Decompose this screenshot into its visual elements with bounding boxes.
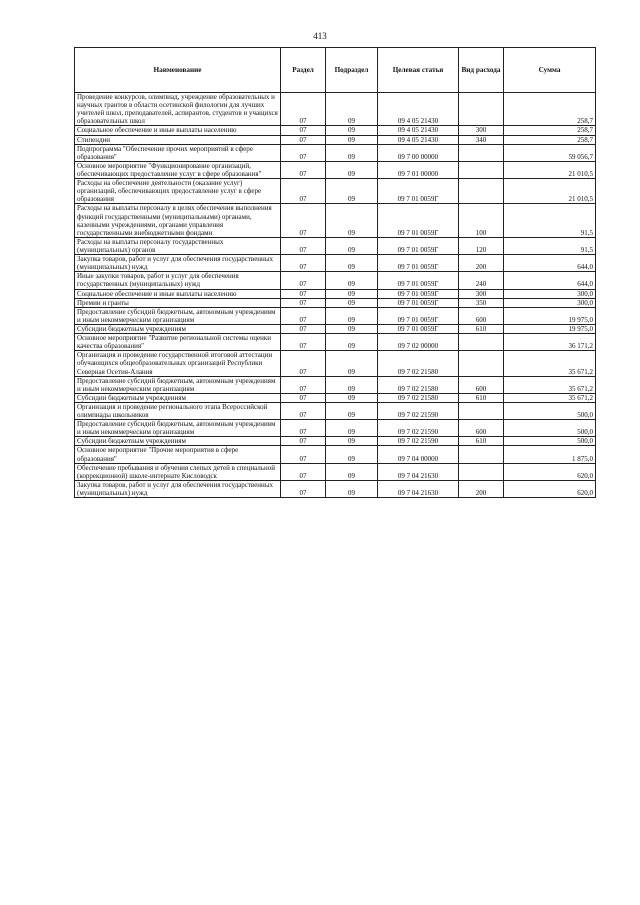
table-row [75,463,596,480]
row-subsection-cell: 09 [326,237,378,254]
row-name-cell: Расходы на выплаты персоналу государственных (муниципальных) органов [75,237,281,254]
row-target-cell: 09 7 02 00000 [378,334,459,351]
row-section-cell: 07 [281,393,326,402]
table-row [75,402,596,419]
table-row [75,204,596,237]
row-sum-cell: 1 875,0 [504,446,596,463]
row-section-cell: 07 [281,272,326,289]
row-subsection-cell: 09 [326,393,378,402]
row-name-cell: Закупка товаров, работ и услуг для обеспечения государственных (муниципальных) нужд [75,480,281,497]
row-sum-cell: 620,0 [504,463,596,480]
row-target-cell: 09 7 02 21580 [378,376,459,393]
row-target-cell: 09 7 04 21630 [378,480,459,497]
row-name-cell: Социальное обеспечение и иные выплаты населению [75,126,281,135]
row-expense-cell: 300 [459,289,504,298]
row-expense-cell [459,351,504,376]
row-target-cell: 09 7 02 21590 [378,437,459,446]
row-subsection-cell: 09 [326,93,378,126]
row-section-cell: 07 [281,480,326,497]
row-subsection-cell: 09 [326,307,378,324]
row-section-cell: 07 [281,237,326,254]
row-sum-cell: 258,7 [504,135,596,144]
row-expense-cell [459,93,504,126]
row-section-cell: 07 [281,135,326,144]
budget-table [74,47,596,498]
row-sum-cell: 21 010,5 [504,179,596,204]
row-section-cell: 07 [281,463,326,480]
row-subsection-cell: 09 [326,179,378,204]
row-expense-cell [459,144,504,161]
table-row [75,298,596,307]
row-name-cell: Расходы на обеспечение деятельности (оказание услуг) организаций, обеспечивающих предоставление услуг в сфере образования [75,179,281,204]
row-sum-cell: 300,0 [504,289,596,298]
row-subsection-cell: 09 [326,204,378,237]
row-subsection-cell: 09 [326,376,378,393]
row-sum-cell: 36 171,2 [504,334,596,351]
row-subsection-cell: 09 [326,463,378,480]
row-section-cell: 07 [281,402,326,419]
row-target-cell: 09 7 01 0059Г [378,272,459,289]
row-name-cell: Закупка товаров, работ и услуг для обеспечения государственных (муниципальных) нужд [75,255,281,272]
row-subsection-cell: 09 [326,135,378,144]
row-sum-cell: 258,7 [504,126,596,135]
row-subsection-cell: 09 [326,446,378,463]
row-name-cell: Основное мероприятие "Развитие региональной системы оценки качества образования" [75,334,281,351]
table-row [75,437,596,446]
row-name-cell: Организация и проведение государственной итоговой аттестации обучающихся общеобразовательных организаций Республики Северная Осетия-Алания [75,351,281,376]
row-expense-cell: 610 [459,437,504,446]
row-section-cell: 07 [281,307,326,324]
row-section-cell: 07 [281,298,326,307]
row-target-cell: 09 4 05 21430 [378,135,459,144]
row-subsection-cell: 09 [326,144,378,161]
table-row [75,446,596,463]
row-expense-cell: 200 [459,480,504,497]
row-section-cell: 07 [281,351,326,376]
row-subsection-cell: 09 [326,334,378,351]
row-section-cell: 07 [281,437,326,446]
row-section-cell: 07 [281,446,326,463]
row-name-cell: Субсидии бюджетным учреждениям [75,437,281,446]
row-sum-cell: 21 010,5 [504,161,596,178]
row-target-cell: 09 7 00 00000 [378,144,459,161]
row-target-cell: 09 7 02 21580 [378,393,459,402]
row-expense-cell: 100 [459,204,504,237]
table-row [75,161,596,178]
row-sum-cell: 500,0 [504,437,596,446]
row-section-cell: 07 [281,324,326,333]
row-section-cell: 07 [281,126,326,135]
row-sum-cell: 35 671,2 [504,351,596,376]
row-expense-cell [459,463,504,480]
row-target-cell: 09 7 04 21630 [378,463,459,480]
row-name-cell: Премии и гранты [75,298,281,307]
row-sum-cell: 19 975,0 [504,307,596,324]
table-row [75,144,596,161]
row-name-cell: Стипендии [75,135,281,144]
row-name-cell: Основное мероприятие "Функционирование организаций, обеспечивающих предоставление услуг в сфере образования" [75,161,281,178]
row-name-cell: Предоставление субсидий бюджетным, автономным учреждениям и иным некоммерческим организациям [75,376,281,393]
row-expense-cell: 120 [459,237,504,254]
table-header-row [75,48,596,93]
row-sum-cell: 19 975,0 [504,324,596,333]
row-section-cell: 07 [281,93,326,126]
row-expense-cell: 600 [459,307,504,324]
row-section-cell: 07 [281,179,326,204]
row-target-cell: 09 7 02 21590 [378,402,459,419]
row-name-cell: Проведение конкурсов, олимпиад, учреждение образовательных и научных грантов в области осетинской филологии для лучших учителей школ, преподавателей, аспирантов, студентов и учащихся образовательных школ [75,93,281,126]
row-target-cell: 09 7 01 0059Г [378,204,459,237]
row-target-cell: 09 7 02 21580 [378,351,459,376]
row-target-cell: 09 7 01 0059Г [378,307,459,324]
row-expense-cell [459,402,504,419]
row-name-cell: Основное мероприятие "Прочие мероприятия в сфере образования" [75,446,281,463]
row-subsection-cell: 09 [326,298,378,307]
header-name: Наименование [75,48,281,93]
row-sum-cell: 644,0 [504,272,596,289]
row-sum-cell: 500,0 [504,402,596,419]
table-row [75,272,596,289]
row-name-cell: Организация и проведение регионального этапа Всероссийской олимпиады школьников [75,402,281,419]
row-expense-cell: 200 [459,255,504,272]
row-subsection-cell: 09 [326,255,378,272]
row-sum-cell: 59 056,7 [504,144,596,161]
row-target-cell: 09 7 01 0059Г [378,255,459,272]
table-row [75,179,596,204]
table-row [75,480,596,497]
row-target-cell: 09 7 01 00000 [378,161,459,178]
row-subsection-cell: 09 [326,161,378,178]
table-row [75,237,596,254]
table-row [75,324,596,333]
header-sum: Сумма [504,48,596,93]
row-expense-cell: 340 [459,135,504,144]
row-sum-cell: 91,5 [504,237,596,254]
row-sum-cell: 35 671,2 [504,376,596,393]
table-row [75,135,596,144]
row-name-cell: Обеспечение пребывания и обучения слепых детей в специальной (коррекционной) школе-интернате Кисловодск [75,463,281,480]
row-name-cell: Социальное обеспечение и иные выплаты населению [75,289,281,298]
row-sum-cell: 500,0 [504,420,596,437]
row-subsection-cell: 09 [326,272,378,289]
row-expense-cell [459,179,504,204]
row-name-cell: Субсидии бюджетным учреждениям [75,393,281,402]
header-subsection: Подраздел [326,48,378,93]
row-expense-cell: 610 [459,393,504,402]
row-expense-cell: 600 [459,420,504,437]
row-name-cell: Предоставление субсидий бюджетным, автономным учреждениям и иным некоммерческим организациям [75,307,281,324]
row-subsection-cell: 09 [326,437,378,446]
row-sum-cell: 35 671,2 [504,393,596,402]
row-expense-cell: 350 [459,298,504,307]
row-section-cell: 07 [281,144,326,161]
header-target: Целевая статья [378,48,459,93]
row-section-cell: 07 [281,161,326,178]
row-target-cell: 09 7 01 0059Г [378,298,459,307]
row-section-cell: 07 [281,255,326,272]
row-sum-cell: 300,0 [504,298,596,307]
row-sum-cell: 644,0 [504,255,596,272]
row-name-cell: Подпрограмма "Обеспечение прочих мероприятий в сфере образования" [75,144,281,161]
row-expense-cell: 600 [459,376,504,393]
row-subsection-cell: 09 [326,289,378,298]
row-sum-cell: 91,5 [504,204,596,237]
row-expense-cell: 610 [459,324,504,333]
row-expense-cell [459,161,504,178]
table-row [75,376,596,393]
row-subsection-cell: 09 [326,402,378,419]
row-target-cell: 09 7 01 0059Г [378,324,459,333]
row-target-cell: 09 7 04 00000 [378,446,459,463]
row-section-cell: 07 [281,376,326,393]
row-section-cell: 07 [281,289,326,298]
row-sum-cell: 258,7 [504,93,596,126]
row-expense-cell [459,334,504,351]
table-row [75,93,596,126]
row-sum-cell: 620,0 [504,480,596,497]
row-section-cell: 07 [281,420,326,437]
table-row [75,393,596,402]
table-row [75,255,596,272]
table-row [75,351,596,376]
table-row [75,307,596,324]
row-subsection-cell: 09 [326,480,378,497]
row-target-cell: 09 4 05 21430 [378,93,459,126]
table-row [75,334,596,351]
row-target-cell: 09 7 01 0059Г [378,179,459,204]
row-name-cell: Субсидии бюджетным учреждениям [75,324,281,333]
table-row [75,420,596,437]
table-row [75,289,596,298]
row-expense-cell: 240 [459,272,504,289]
row-expense-cell [459,446,504,463]
header-expense-type: Вид расхода [459,48,504,93]
row-subsection-cell: 09 [326,126,378,135]
row-subsection-cell: 09 [326,351,378,376]
row-target-cell: 09 4 05 21430 [378,126,459,135]
row-section-cell: 07 [281,204,326,237]
table-row [75,126,596,135]
row-target-cell: 09 7 01 0059Г [378,289,459,298]
row-subsection-cell: 09 [326,324,378,333]
row-name-cell: Расходы на выплаты персоналу в целях обеспечения выполнения функций государственными (муниципальными) органами, казенными учреждениями, органами управления государственными внебюджетными фондами [75,204,281,237]
row-target-cell: 09 7 02 21590 [378,420,459,437]
header-section: Раздел [281,48,326,93]
row-subsection-cell: 09 [326,420,378,437]
row-section-cell: 07 [281,334,326,351]
row-name-cell: Иные закупки товаров, работ и услуг для обеспечения государственных (муниципальных) нужд [75,272,281,289]
row-expense-cell: 300 [459,126,504,135]
row-name-cell: Предоставление субсидий бюджетным, автономным учреждениям и иным некоммерческим организациям [75,420,281,437]
row-target-cell: 09 7 01 0059Г [378,237,459,254]
page-number: 413 [313,31,327,41]
